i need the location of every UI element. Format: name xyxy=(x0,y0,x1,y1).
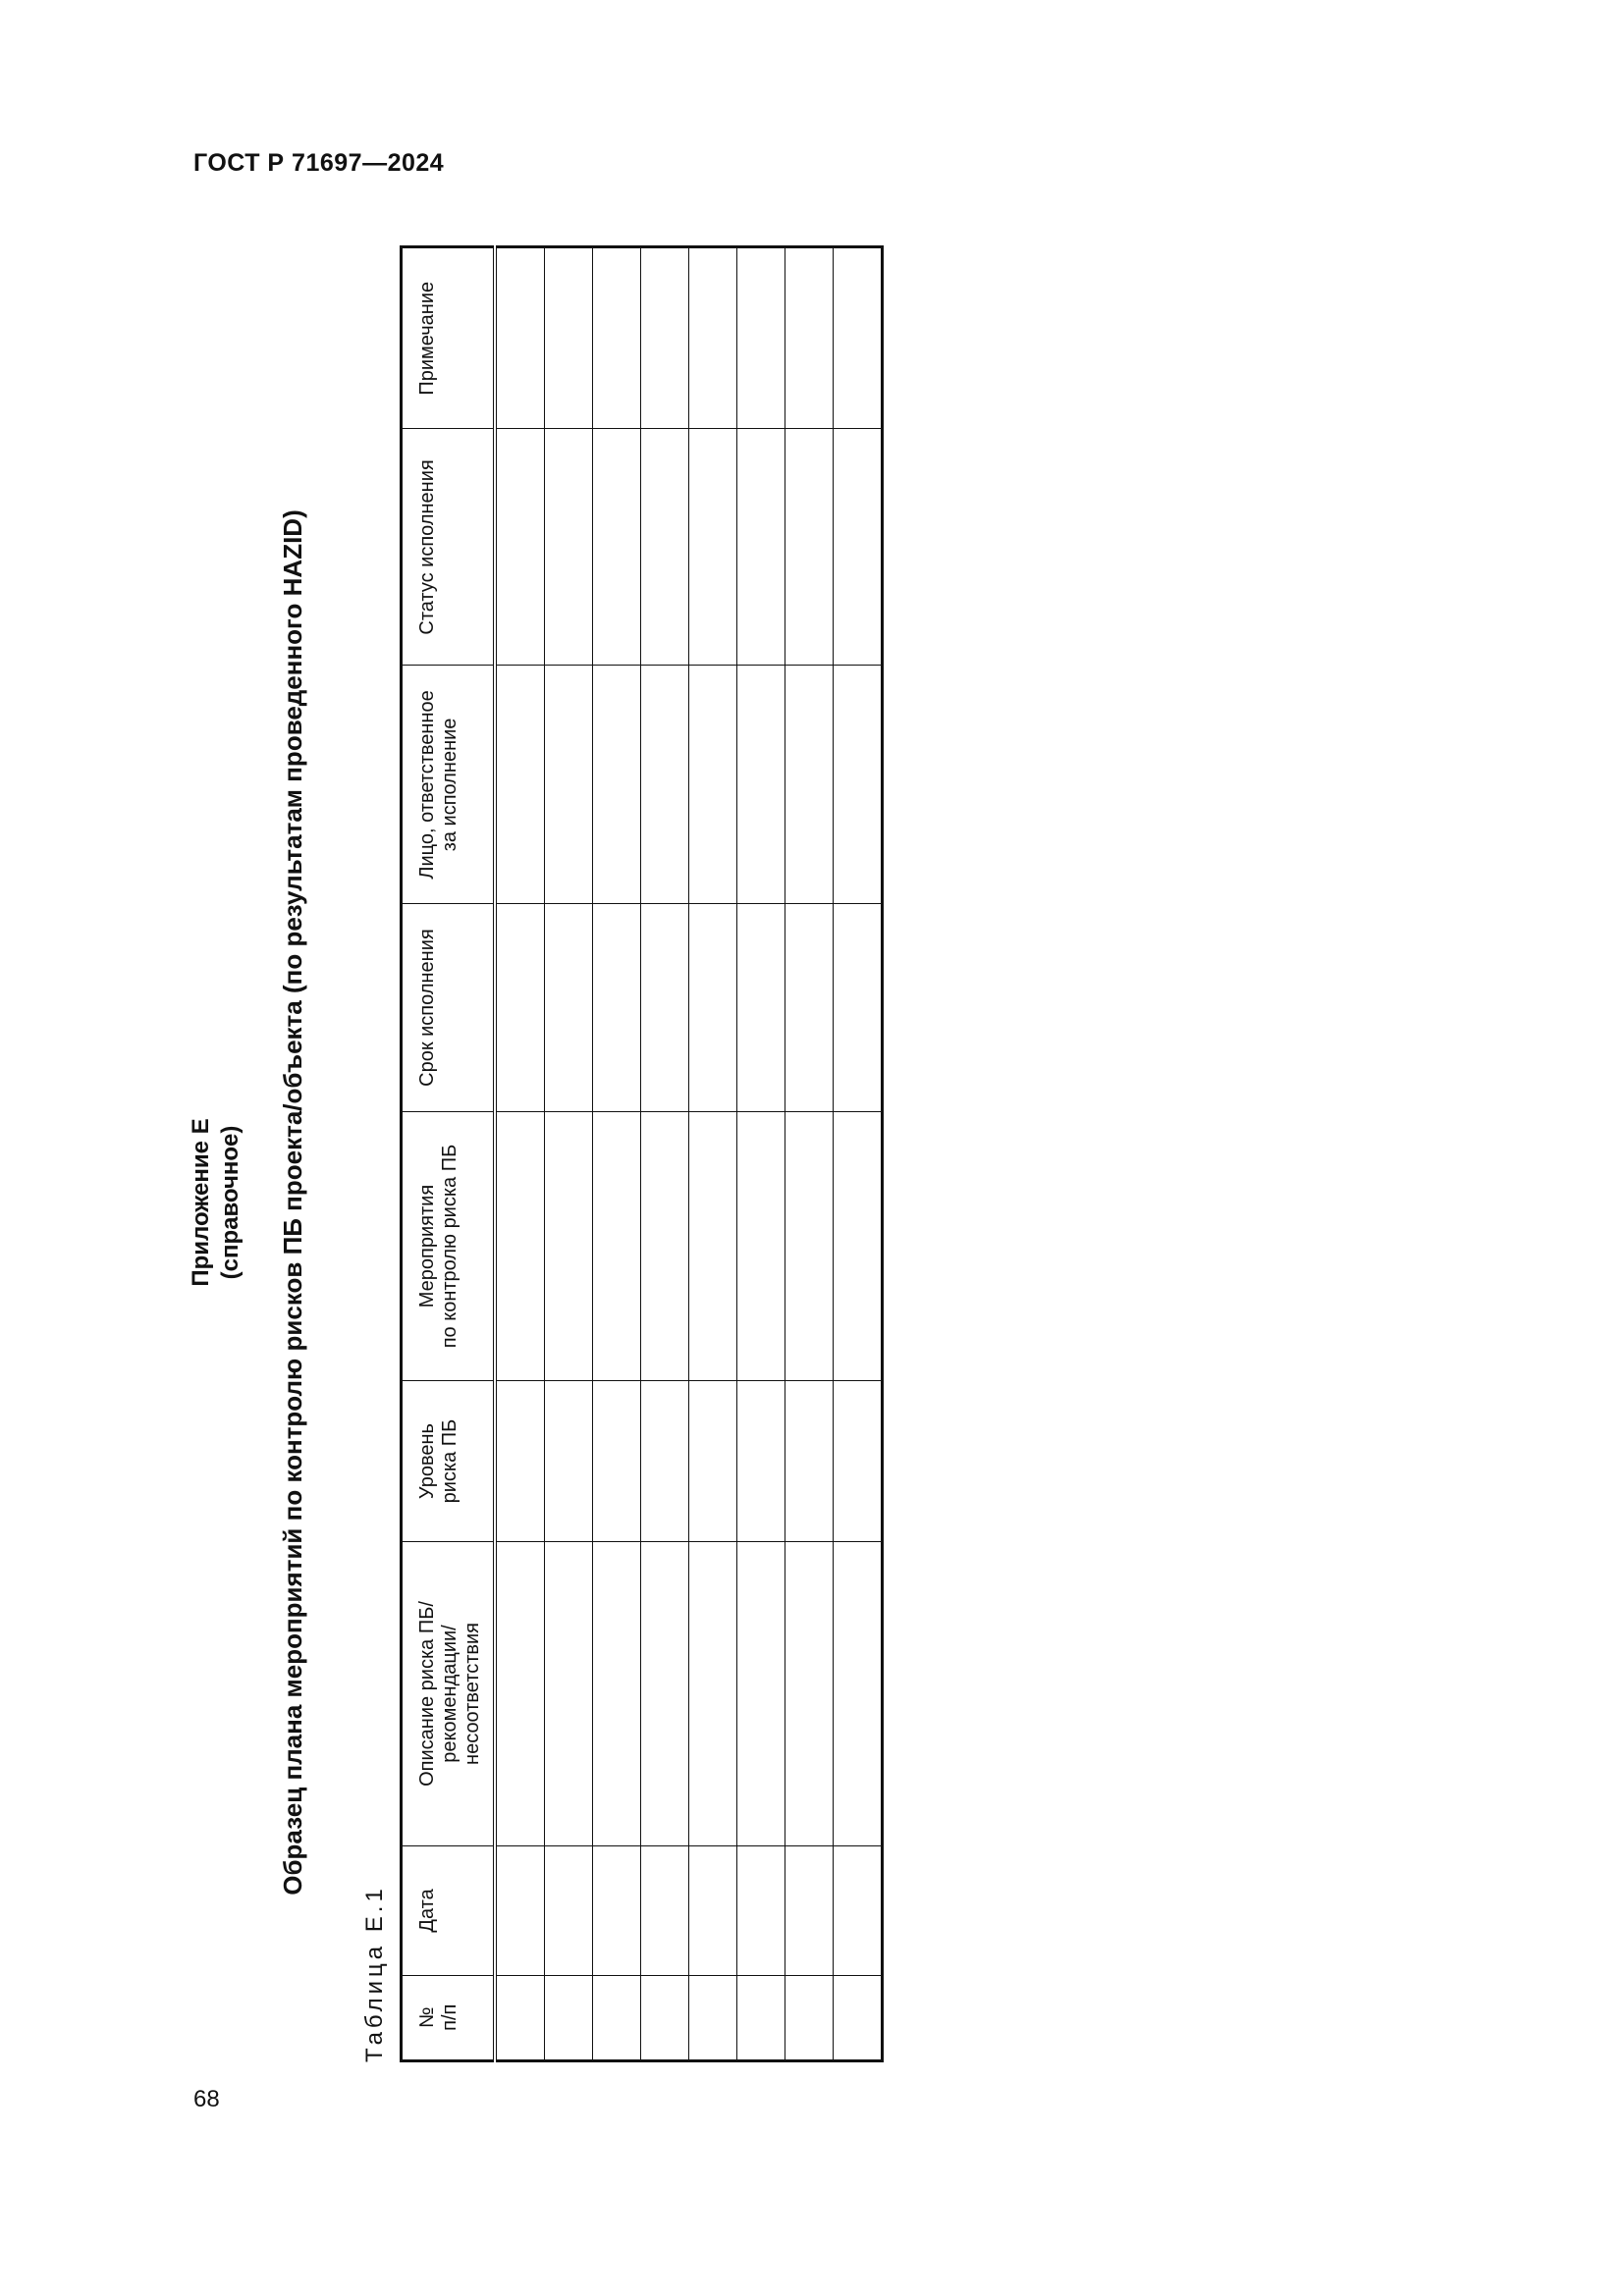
table-cell xyxy=(495,1975,545,2060)
column-header-risk-description: Описание риска ПБ/ рекомендации/ несоответствия xyxy=(402,1541,496,1846)
table-cell xyxy=(641,1111,689,1381)
table-cell xyxy=(689,1541,737,1846)
table-cell xyxy=(545,1541,593,1846)
table-cell xyxy=(834,1111,883,1381)
table-cell xyxy=(785,1975,834,2060)
table-cell xyxy=(834,1846,883,1975)
table-cell xyxy=(641,666,689,904)
table-cell xyxy=(593,1846,641,1975)
table-cell xyxy=(641,1846,689,1975)
table-cell xyxy=(593,1111,641,1381)
table-cell xyxy=(737,666,785,904)
table-cell xyxy=(545,904,593,1111)
table-cell xyxy=(641,1381,689,1541)
table-cell xyxy=(689,1111,737,1381)
table-cell xyxy=(545,247,593,429)
table-cell xyxy=(689,904,737,1111)
table-row xyxy=(785,247,834,2061)
table-cell xyxy=(737,1975,785,2060)
risk-control-plan-table xyxy=(400,245,884,2062)
table-cell xyxy=(545,1381,593,1541)
table-cell xyxy=(593,1975,641,2060)
column-header-deadline: Срок исполнения xyxy=(402,904,496,1111)
table-cell xyxy=(834,1381,883,1541)
table-row xyxy=(495,247,545,2061)
table-cell xyxy=(689,429,737,666)
table-cell xyxy=(495,247,545,429)
table-cell xyxy=(785,904,834,1111)
table-row xyxy=(641,247,689,2061)
table-cell xyxy=(495,1381,545,1541)
document-code: ГОСТ Р 71697—2024 xyxy=(193,149,445,177)
table-cell xyxy=(834,1975,883,2060)
table-cell xyxy=(593,666,641,904)
table-cell xyxy=(785,1846,834,1975)
table-row xyxy=(737,247,785,2061)
table-cell xyxy=(641,247,689,429)
column-header-measures: Мероприятия по контролю риска ПБ xyxy=(402,1111,496,1381)
rotated-content xyxy=(187,245,923,2160)
appendix-subtitle: (справочное) xyxy=(217,1125,244,1280)
column-header-number: № п/п xyxy=(402,1975,496,2060)
table-cell xyxy=(689,247,737,429)
table-cell xyxy=(834,429,883,666)
table-cell xyxy=(737,904,785,1111)
table-cell xyxy=(495,904,545,1111)
table-cell xyxy=(593,1381,641,1541)
table-cell xyxy=(785,1381,834,1541)
table-label: Таблица Е.1 xyxy=(361,1885,388,2062)
table-row xyxy=(593,247,641,2061)
table-cell xyxy=(785,429,834,666)
table-cell xyxy=(593,429,641,666)
section-heading: Образец плана мероприятий по контролю рисков ПБ проекта/объекта (по результатам проведенного HAZID) xyxy=(278,509,307,1896)
table-cell xyxy=(545,1111,593,1381)
column-header-date: Дата xyxy=(402,1846,496,1975)
column-header-responsible-person: Лицо, ответственное за исполнение xyxy=(402,666,496,904)
appendix-title: Приложение Е xyxy=(188,1118,214,1287)
table-cell xyxy=(495,1846,545,1975)
table-cell xyxy=(593,1541,641,1846)
table-cell xyxy=(495,666,545,904)
table-cell xyxy=(737,247,785,429)
table-cell xyxy=(737,1111,785,1381)
table-cell xyxy=(545,1975,593,2060)
table-cell xyxy=(545,429,593,666)
table-cell xyxy=(689,1846,737,1975)
column-header-note: Примечание xyxy=(402,247,496,429)
table-cell xyxy=(593,904,641,1111)
table-cell xyxy=(641,904,689,1111)
table-cell xyxy=(785,1541,834,1846)
table-header-row xyxy=(402,247,496,2061)
table-cell xyxy=(641,429,689,666)
table-cell xyxy=(495,429,545,666)
table-cell xyxy=(689,666,737,904)
table-body xyxy=(495,247,883,2061)
table-cell xyxy=(834,247,883,429)
table-cell xyxy=(495,1111,545,1381)
table-cell xyxy=(641,1975,689,2060)
table-cell xyxy=(545,666,593,904)
table-cell xyxy=(545,1846,593,1975)
table-row xyxy=(545,247,593,2061)
table-cell xyxy=(834,1541,883,1846)
table-cell xyxy=(785,1111,834,1381)
table-cell xyxy=(495,1541,545,1846)
table-cell xyxy=(689,1381,737,1541)
table-cell xyxy=(737,1381,785,1541)
table-cell xyxy=(737,1541,785,1846)
table-cell xyxy=(689,1975,737,2060)
table-cell xyxy=(785,247,834,429)
page-number: 68 xyxy=(193,2086,220,2112)
table-row xyxy=(834,247,883,2061)
column-header-status: Статус исполнения xyxy=(402,429,496,666)
table-row xyxy=(689,247,737,2061)
table-cell xyxy=(737,429,785,666)
table-cell xyxy=(834,666,883,904)
table-cell xyxy=(834,904,883,1111)
table-cell xyxy=(641,1541,689,1846)
table-cell xyxy=(737,1846,785,1975)
column-header-risk-level: Уровень риска ПБ xyxy=(402,1381,496,1541)
table-cell xyxy=(785,666,834,904)
table-cell xyxy=(593,247,641,429)
